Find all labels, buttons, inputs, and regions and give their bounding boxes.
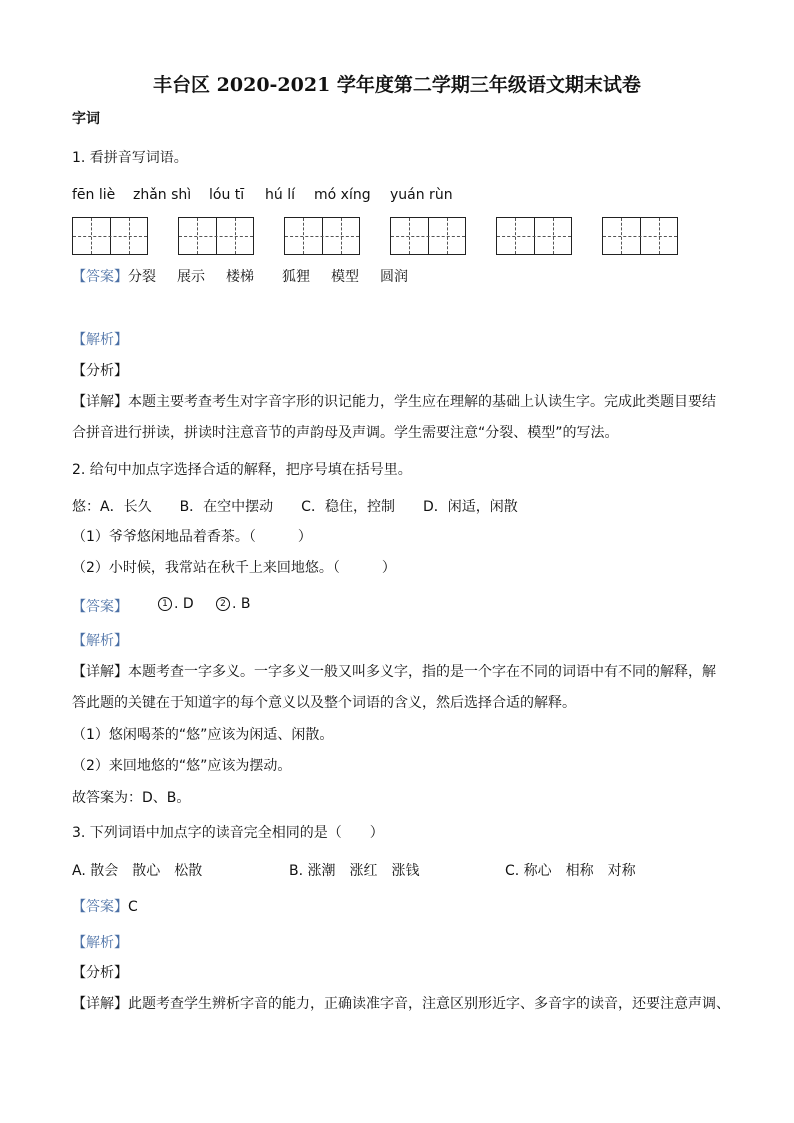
section-heading: 字词 (72, 111, 100, 127)
q1-answer-3: 楼梯 (226, 269, 254, 285)
q3-option-b: B. 涨潮 涨红 涨钱 (289, 863, 420, 879)
q2-stem: 悠：A．长久 B．在空中摆动 C．稳住，控制 D．闲适，闲散 (72, 499, 518, 515)
q2-conclusion: 故答案为：D、B。 (72, 790, 191, 806)
q1-answer-2: 展示 (177, 269, 205, 285)
q2-answer-2: 2 . B (216, 596, 251, 612)
q2-detail-label: 【详解】 (72, 664, 128, 680)
pinyin-3: lóu tī (209, 187, 245, 203)
writing-grid (496, 217, 572, 255)
q3-question: 3. 下列词语中加点字的读音完全相同的是（ ） (72, 825, 384, 841)
q1-question: 1. 看拼音写词语。 (72, 150, 188, 166)
pinyin-6: yuán rùn (390, 187, 453, 203)
writing-grid (72, 217, 148, 255)
page-title: 丰台区 2020-2021 学年度第二学期三年级语文期末试卷 (153, 74, 641, 96)
q1-answer-5: 模型 (331, 269, 359, 285)
q3-option-c: C. 称心 相称 对称 (505, 863, 636, 879)
q1-analysis-label: 【解析】 (72, 332, 128, 348)
q1-answer-1: 分裂 (128, 269, 156, 285)
writing-grid (284, 217, 360, 255)
q3-detail-line1: 此题考查学生辨析字音的能力，正确读准字音，注意区别形近字、多音字的读音，还要注意声调、 (128, 996, 730, 1012)
q3-detail-label: 【详解】 (72, 996, 128, 1012)
q3-fenxi-label: 【分析】 (72, 965, 128, 981)
q2-sub2: （2）小时候，我常站在秋千上来回地悠。（ ） (72, 560, 396, 576)
q1-detail-label: 【详解】 (72, 394, 128, 410)
q2-sub1: （1）爷爷悠闲地品着香茶。（ ） (72, 529, 312, 545)
q1-detail-line2: 合拼音进行拼读，拼读时注意音节的声韵母及声调。学生需要注意“分裂、模型”的写法。 (72, 425, 619, 441)
circled-number: 1 (158, 597, 172, 611)
q3-answer-label: 【答案】 (72, 899, 128, 915)
q2-explanation-1: （1）悠闲喝茶的“悠”应该为闲适、闲散。 (72, 727, 334, 743)
q1-detail (72, 391, 716, 411)
circled-number: 2 (216, 597, 230, 611)
q1-answer-6: 圆润 (380, 269, 408, 285)
writing-grid (178, 217, 254, 255)
q2-analysis-label: 【解析】 (72, 633, 128, 649)
pinyin-4: hú lí (265, 187, 295, 203)
q1-detail-line1: 本题主要考查考生对字音字形的识记能力，学生应在理解的基础上认读生字。完成此类题目要结 (128, 394, 716, 410)
q1-fenxi-label: 【分析】 (72, 363, 128, 379)
q3-analysis-label: 【解析】 (72, 935, 128, 951)
q2-detail-line2: 答此题的关键在于知道字的每个意义以及整个词语的含义，然后选择合适的解释。 (72, 695, 576, 711)
q3-option-a: A. 散会 散心 松散 (72, 863, 203, 879)
q1-answer-4: 狐狸 (282, 269, 310, 285)
q2-detail (72, 661, 716, 681)
pinyin-2: zhǎn shì (133, 187, 192, 203)
q3-answer (72, 896, 138, 916)
pinyin-1: fēn liè (72, 187, 116, 203)
q2-answer-label: 【答案】 (72, 599, 128, 615)
writing-grid (390, 217, 466, 255)
q2-answer-1: 1 . D (158, 596, 194, 612)
writing-grid (602, 217, 678, 255)
q2-detail-line1: 本题考查一字多义。一字多义一般又叫多义字，指的是一个字在不同的词语中有不同的解释，解 (128, 664, 716, 680)
q3-detail (72, 993, 730, 1013)
q3-answer-value: C (128, 899, 138, 915)
q2-question: 2. 给句中加点字选择合适的解释，把序号填在括号里。 (72, 462, 412, 478)
q2-explanation-2: （2）来回地悠的“悠”应该为摆动。 (72, 758, 292, 774)
q1-answer-label: 【答案】 (72, 269, 128, 285)
pinyin-5: mó xíng (314, 187, 371, 203)
